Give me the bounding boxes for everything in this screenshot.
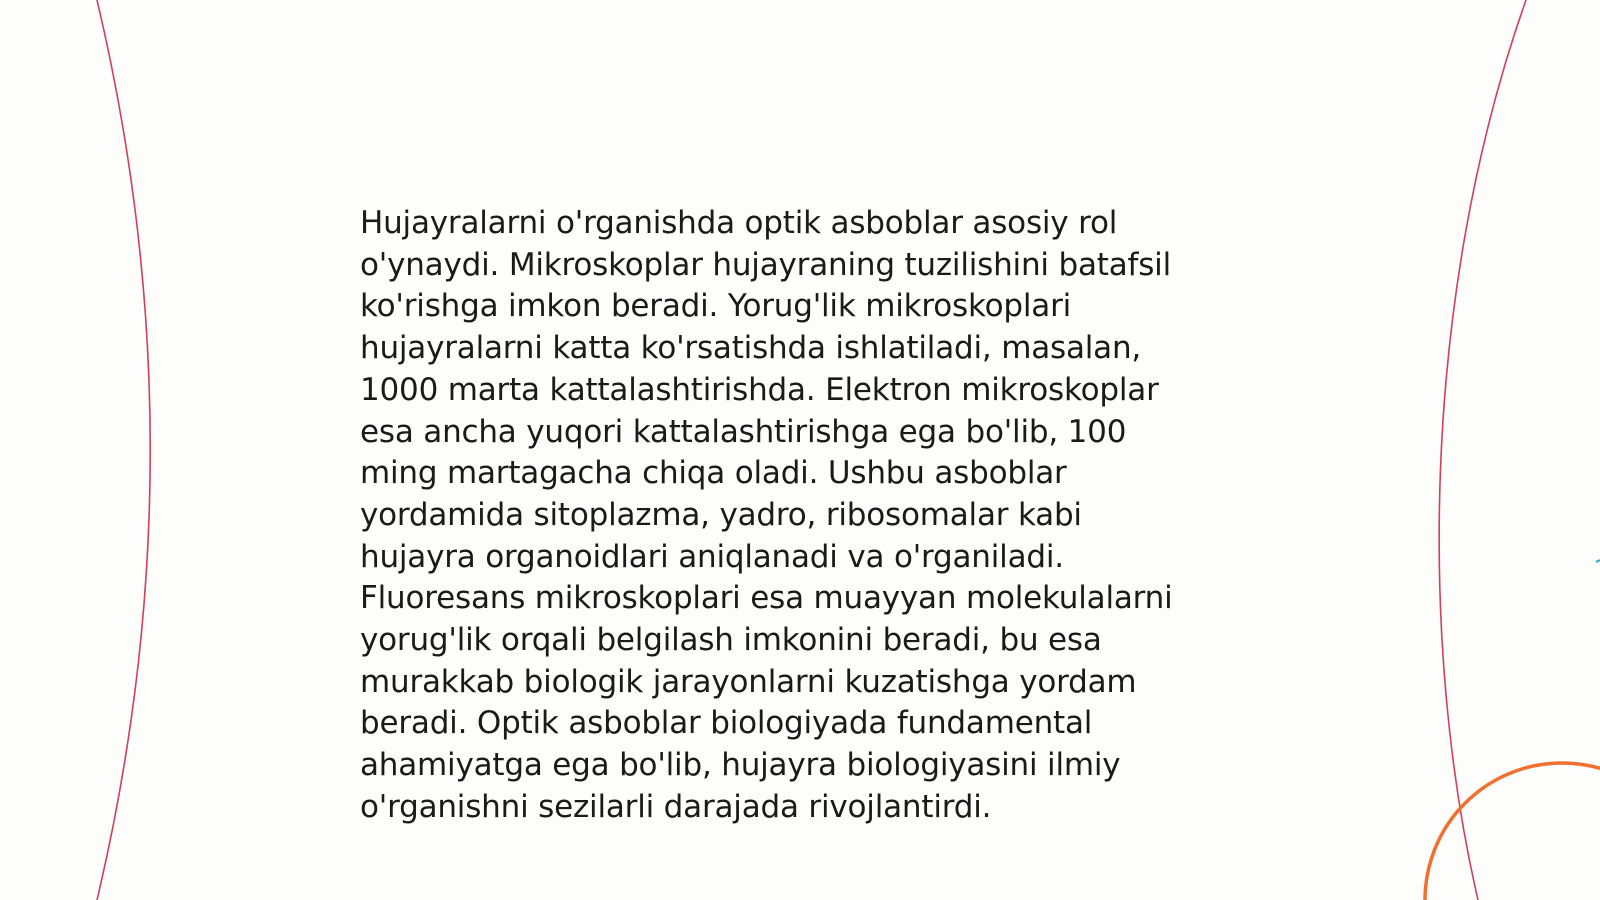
paragraph-line: Fluoresans mikroskoplari esa muayyan molekulalarni <box>360 580 1173 617</box>
paragraph-line: hujayra organoidlari aniqlanadi va o'rganiladi. <box>360 538 1064 575</box>
orange-circle-accent <box>1425 763 1600 900</box>
right-arc-line <box>1439 0 1526 900</box>
teal-tick-accent <box>1596 560 1600 562</box>
paragraph-line: ming martagacha chiqa oladi. Ushbu asboblar <box>360 455 1067 492</box>
paragraph-line: hujayralarni katta ko'rsatishda ishlatiladi, masalan, <box>360 330 1142 367</box>
paragraph-line: beradi. Optik asboblar biologiyada fundamental <box>360 705 1093 742</box>
paragraph-line: ko'rishga imkon beradi. Yorug'lik mikroskoplari <box>360 288 1072 325</box>
paragraph-line: Hujayralarni o'rganishda optik asboblar asosiy rol <box>360 205 1118 241</box>
paragraph-line: yordamida sitoplazma, yadro, ribosomalar kabi <box>360 496 1082 533</box>
paragraph-line: 1000 marta kattalashtirishda. Elektron mikroskoplar <box>360 371 1159 408</box>
paragraph-line: esa ancha yuqori kattalashtirishga ega bo'lib, 100 <box>360 413 1127 450</box>
left-arc-line <box>97 0 150 900</box>
paragraph-line: ahamiyatga ega bo'lib, hujayra biologiyasini ilmiy <box>360 747 1121 784</box>
paragraph-line: yorug'lik orqali belgilash imkonini beradi, bu esa <box>360 622 1102 659</box>
body-paragraph <box>360 203 1240 829</box>
paragraph-line: o'rganishni sezilarli darajada rivojlantirdi. <box>360 788 992 825</box>
paragraph-line: o'ynaydi. Mikroskoplar hujayraning tuzilishini batafsil <box>360 246 1171 283</box>
paragraph-line: murakkab biologik jarayonlarni kuzatishga yordam <box>360 663 1137 700</box>
